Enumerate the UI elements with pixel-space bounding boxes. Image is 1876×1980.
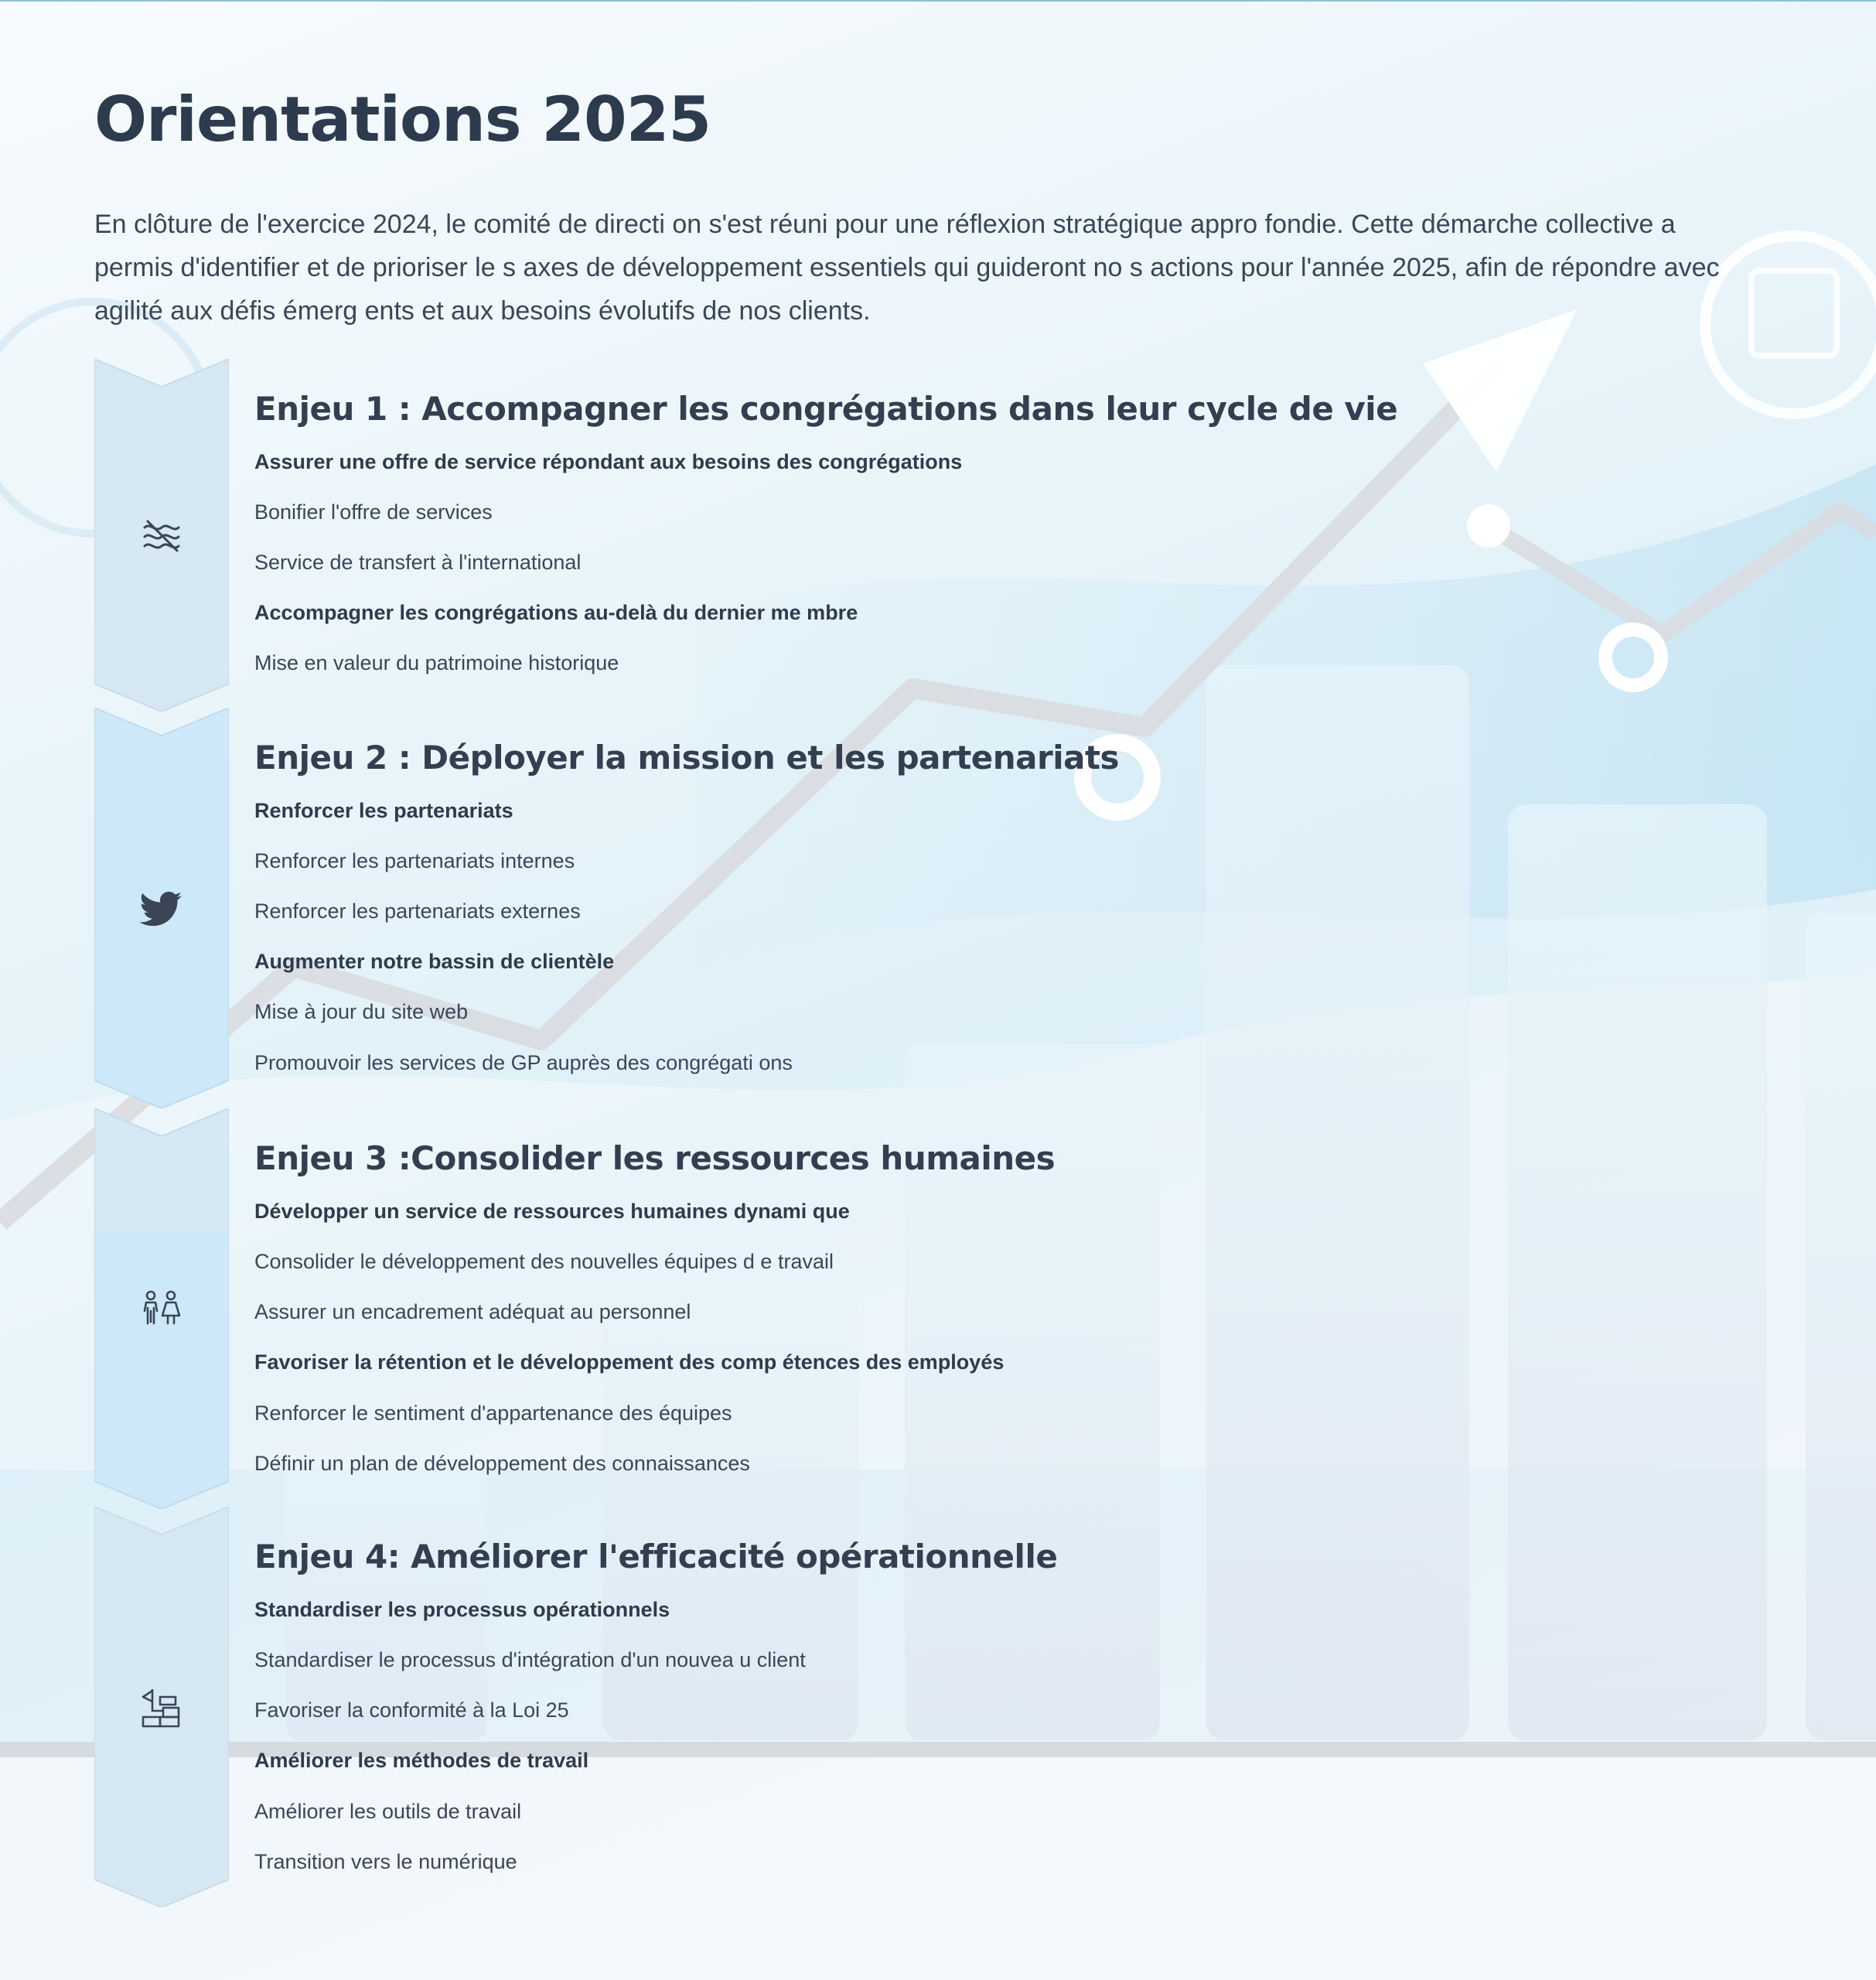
section-1-item: Mise en valeur du patrimoine historique	[254, 651, 619, 674]
section-2-item: Renforcer les partenariats externes	[254, 900, 581, 923]
section-4-item: Favoriser la conformité à la Loi 25	[254, 1698, 569, 1722]
section-3-item: Consolider le développement des nouvelles équipes d e travail	[254, 1250, 834, 1273]
section-4-chevron	[94, 1507, 229, 1907]
twitter-bird-icon	[137, 884, 186, 934]
section-3-item: Favoriser la rétention et le développement des comp étences des employés	[254, 1350, 1005, 1374]
section-4-item: Transition vers le numérique	[254, 1850, 517, 1873]
section-1-chevron	[94, 359, 229, 712]
section-1-item: Assurer une offre de service répondant aux besoins des congrégations	[254, 450, 963, 473]
section-4-item: Standardiser le processus d'intégration d'un nouvea u client	[254, 1648, 806, 1671]
section-2-chevron	[94, 708, 229, 1108]
section-2-item: Renforcer les partenariats internes	[254, 849, 575, 872]
intro-paragraph: En clôture de l'exercice 2024, le comité de directi on s'est réuni pour une réflexion stratégique appro fondie. Cette démarche collective a permis d'identifier et de prioriser le s axes de développement essentiels qui guideront no s actions pour l'année 2025, afin de répondre avec agilité aux défis émerg ents et aux besoins évolutifs de nos clients.	[94, 210, 1720, 326]
section-2-item: Mise à jour du site web	[254, 1000, 469, 1023]
section-4-item: Améliorer les méthodes de travail	[254, 1749, 589, 1772]
section-2-item: Renforcer les partenariats	[254, 799, 513, 822]
section-enjeu-3	[94, 1108, 1796, 1509]
section-enjeu-4	[94, 1507, 1796, 1907]
section-2-item: Promouvoir les services de GP auprès des congrégati ons	[254, 1051, 793, 1074]
people-icon	[137, 1285, 186, 1334]
section-3-item: Développer un service de ressources humaines dynami que	[254, 1200, 850, 1223]
section-4-item: Améliorer les outils de travail	[254, 1800, 522, 1823]
section-4-item: Standardiser les processus opérationnels	[254, 1598, 670, 1621]
section-3-item: Définir un plan de développement des connaissances	[254, 1452, 750, 1475]
section-1-item: Service de transfert à l'international	[254, 551, 582, 574]
section-1-item: Accompagner les congrégations au-delà du dernier me mbre	[254, 601, 858, 624]
section-2-item: Augmenter notre bassin de clientèle	[254, 950, 615, 973]
section-enjeu-2	[94, 708, 1796, 1108]
section-2-title: Enjeu 2 : Déployer la mission et les partenariats	[254, 739, 1120, 777]
section-3-item: Renforcer le sentiment d'appartenance des équipes	[254, 1401, 732, 1425]
section-1-item: Bonifier l'offre de services	[254, 500, 493, 524]
page-title: Orientations 2025	[94, 84, 711, 155]
section-3-chevron	[94, 1108, 229, 1509]
blocks-flag-icon	[137, 1683, 186, 1732]
wave-off-icon	[137, 510, 186, 560]
section-enjeu-1	[94, 359, 1796, 712]
section-3-title: Enjeu 3 :Consolider les ressources humaines	[254, 1139, 1056, 1177]
section-4-title: Enjeu 4: Améliorer l'efficacité opérationnelle	[254, 1538, 1058, 1575]
section-3-item: Assurer un encadrement adéquat au personnel	[254, 1300, 691, 1323]
section-1-title: Enjeu 1 : Accompagner les congrégations dans leur cycle de vie	[254, 390, 1398, 428]
